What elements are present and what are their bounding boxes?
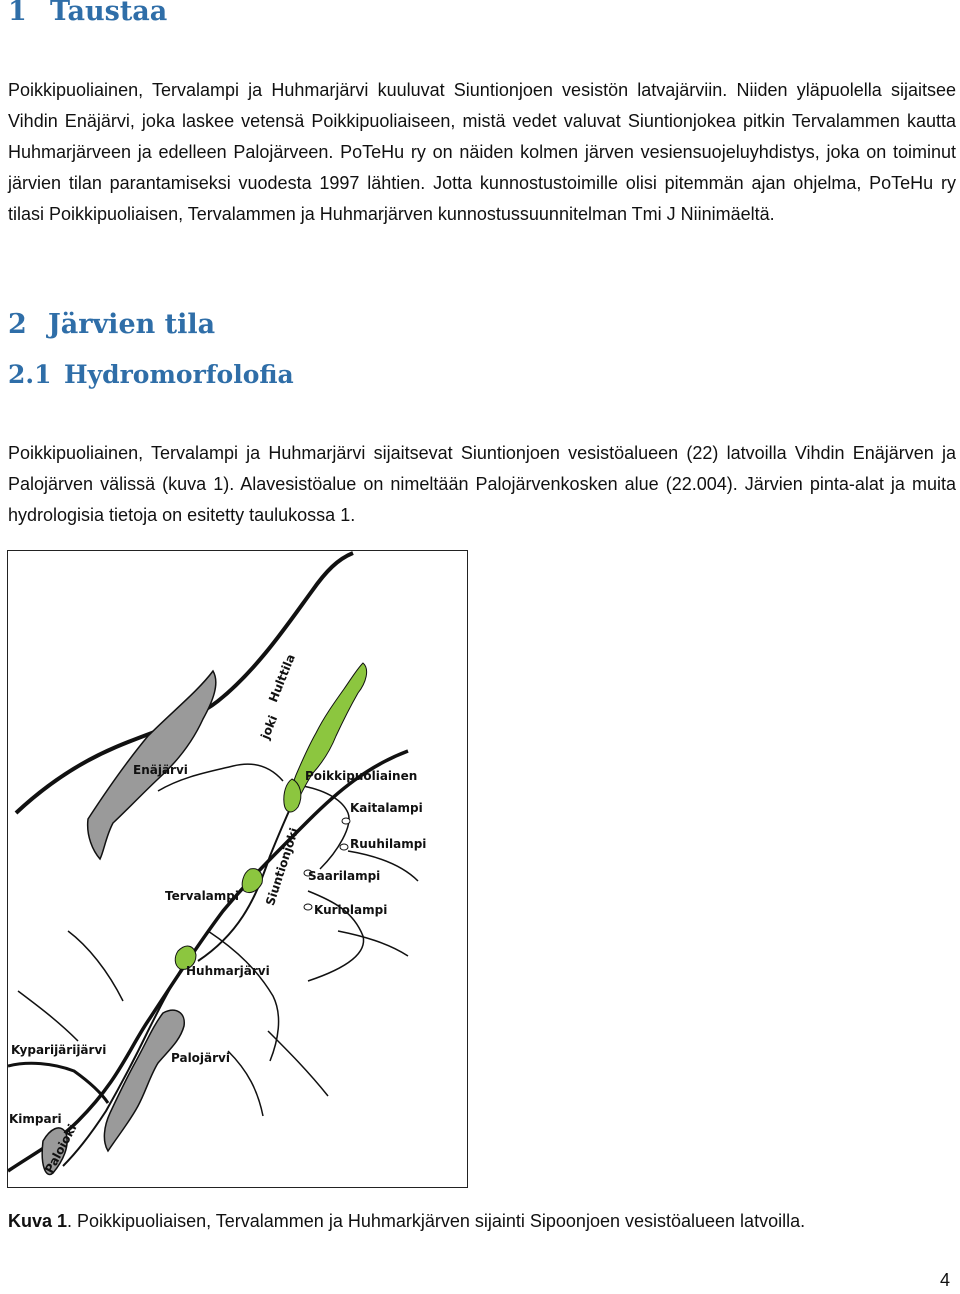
watershed-boundary-west-line: [8, 1063, 108, 1103]
map-label-kaitalampi: Kaitalampi: [350, 801, 423, 815]
map-label-kyparjarjarvi: Kyparijärijärvi: [11, 1043, 107, 1057]
palojarvi-lake: [104, 1010, 184, 1151]
ruuhilampi-pond: [340, 844, 348, 850]
caption-text: . Poikkipuoliaisen, Tervalammen ja Huhmarkjärven sijainti Sipoonjoen vesistöalueen latvoilla.: [67, 1211, 806, 1231]
lake-location-map: [7, 550, 468, 1188]
section-number: 1: [8, 0, 27, 27]
map-label-saarilampi: Saarilampi: [308, 869, 381, 883]
map-label-kuriolampi: Kuriolampi: [314, 903, 388, 917]
river-line: [228, 1051, 263, 1116]
map-label-ruuhilampi: Ruuhilampi: [350, 837, 427, 851]
kuriolampi-pond: [304, 904, 312, 910]
river-line: [18, 991, 78, 1041]
river-line: [68, 931, 123, 1001]
river-line: [268, 1031, 328, 1096]
map-label-enajarvi: Enäjärvi: [133, 763, 188, 777]
map-label-hulttila: Hulttila: [266, 652, 298, 705]
subsection-heading-hydromorfolofia: [8, 360, 294, 389]
poikkipuoliainen-lake: [292, 663, 367, 806]
map-label-paloioki: Paloioki: [42, 1121, 80, 1176]
section-title: Järvien tila: [48, 309, 216, 340]
subsection-number: 2.1: [8, 360, 52, 389]
river-line: [338, 931, 408, 956]
section-heading-jarvien-tila: [8, 309, 215, 340]
figure-caption: [8, 1211, 805, 1232]
map-drawing: [8, 551, 466, 1186]
section-heading-taustaa: [8, 0, 167, 27]
section-title: Taustaa: [50, 0, 168, 27]
section-number: 2: [8, 309, 27, 340]
river-line: [303, 786, 349, 869]
map-label-joki: joki: [258, 713, 281, 742]
map-label-huhmarjarvi: Huhmarjärvi: [186, 964, 270, 978]
river-line: [208, 931, 279, 1061]
caption-label: Kuva 1: [8, 1211, 68, 1231]
page-number: 4: [939, 1270, 950, 1290]
map-label-siuntionjoki: Siuntionjoki: [263, 826, 302, 908]
hydromorphology-paragraph: Poikkipuoliainen, Tervalampi ja Huhmarjärvi sijaitsevat Siuntionjoen vesistöalueen (22) latvoilla Vihdin Enäjärven ja Palojärven välissä (kuva 1). Alavesistöalue on nimeltään Palojärvenkosken alue (22.004). Järvien pinta-alat ja muita hydrologisia tietoja on esitetty taulukossa 1.: [8, 443, 956, 525]
map-label-poikkipuoliainen: Poikkipuoliainen: [305, 769, 418, 783]
map-label-tervalampi: Tervalampi: [165, 889, 239, 903]
map-label-kimpari: Kimpari: [9, 1112, 62, 1126]
kaitalampi-pond: [342, 818, 350, 824]
tervalampi-lake: [242, 869, 262, 893]
intro-paragraph: Poikkipuoliainen, Tervalampi ja Huhmarjärvi kuuluvat Siuntionjoen vesistön latvajärviin. Niiden yläpuolella sijaitsee Vihdin Enäjärvi, joka laskee vetensä Poikkipuoliaiseen, mistä vedet valuvat Siuntionjokea pitkin Tervalammen kautta Huhmarjärveen ja edelleen Palojärveen. PoTeHu ry on näiden kolmen järven vesiensuojeluyhdistys, joka on toiminut järvien tilan parantamiseksi vuodesta 1997 lähtien. Jotta kunnostustoimille olisi pitemmän ajan ohjelma, PoTeHu ry tilasi Poikkipuoliaisen, Tervalammen ja Huhmarjärven kunnostussuunnitelman Tmi J Niinimäeltä.: [8, 80, 956, 224]
map-label-palojarvi: Palojärvi: [171, 1051, 230, 1065]
subsection-title: Hydromorfolofia: [64, 360, 294, 389]
